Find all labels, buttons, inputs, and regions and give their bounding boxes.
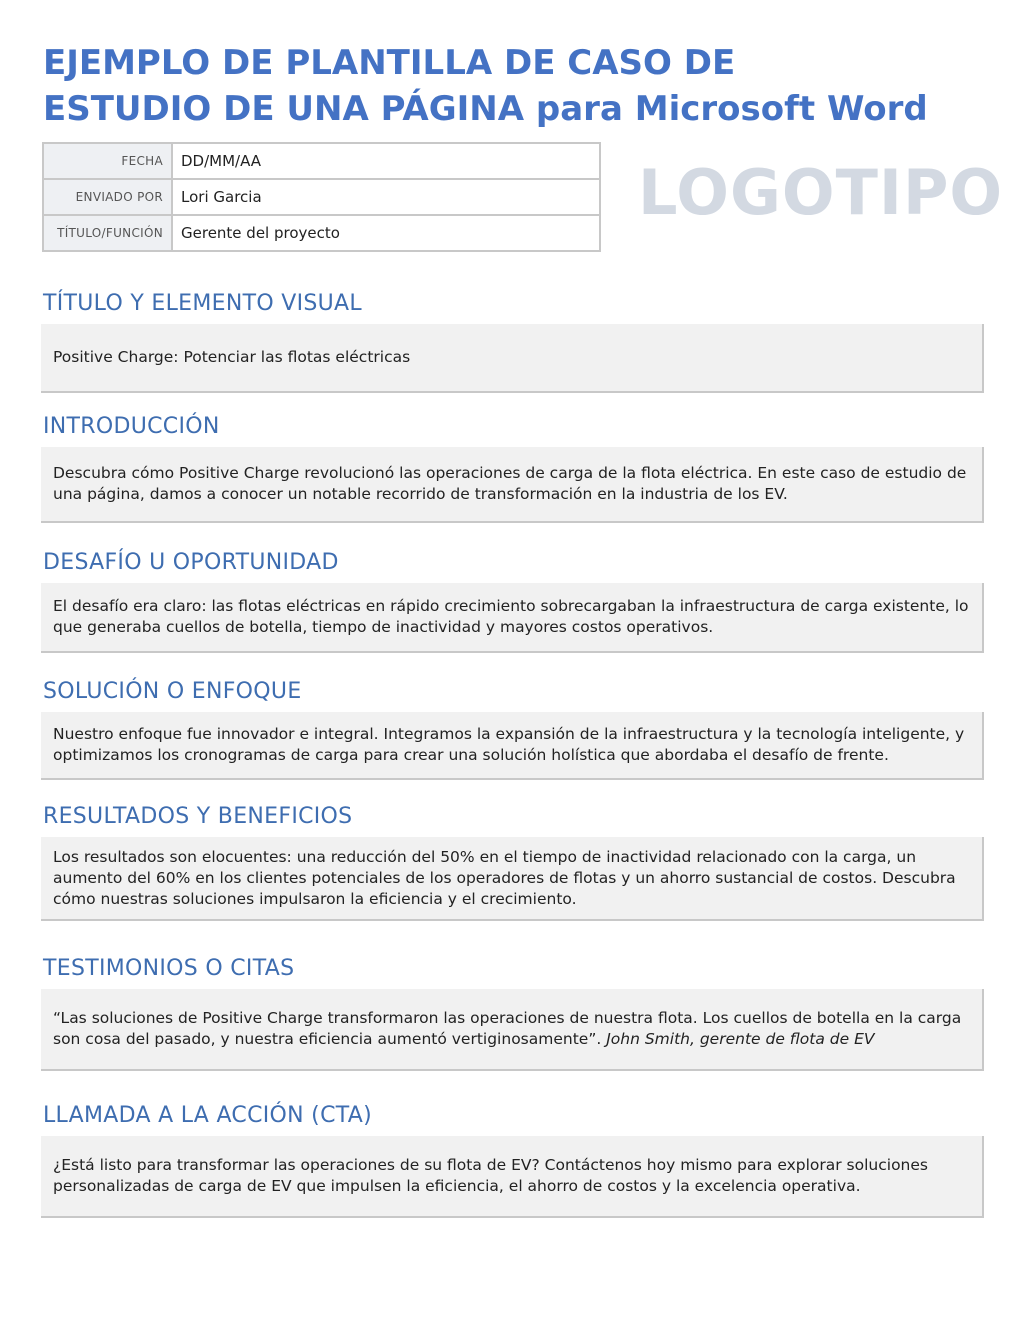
info-row-role xyxy=(43,215,600,251)
section-body-box[interactable] xyxy=(41,712,984,780)
section-body-box[interactable] xyxy=(41,324,984,393)
section-heading: TESTIMONIOS O CITAS xyxy=(43,956,295,981)
section-body-box[interactable] xyxy=(41,1136,984,1218)
section-cta xyxy=(41,1102,984,1218)
section-heading: DESAFÍO U OPORTUNIDAD xyxy=(43,550,339,575)
section-heading: INTRODUCCIÓN xyxy=(43,414,220,439)
role-value[interactable]: Gerente del proyecto xyxy=(172,215,600,251)
date-value[interactable]: DD/MM/AA xyxy=(172,143,600,179)
info-table xyxy=(42,142,601,252)
sender-value[interactable]: Lori Garcia xyxy=(172,179,600,215)
section-challenge xyxy=(41,549,984,653)
section-heading: TÍTULO Y ELEMENTO VISUAL xyxy=(43,291,362,316)
info-row-sender xyxy=(43,179,600,215)
section-body-box[interactable] xyxy=(41,837,984,921)
role-label: TÍTULO/FUNCIÓN xyxy=(43,215,172,251)
section-body-text: Los resultados son elocuentes: una reducción del 50% en el tiempo de inactividad relacionado con la carga, un aumento del 60% en los clientes potenciales de los operadores de flotas y un ahorro sustancial de costos. Descubra cómo nuestras soluciones impulsaron la eficiencia y el crecimiento. xyxy=(53,847,956,908)
section-body-text: ¿Está listo para transformar las operaciones de su flota de EV? Contáctenos hoy mismo para explorar soluciones personalizadas de carga de EV que impulsen la eficiencia, el ahorro de costos y la excelencia operativa. xyxy=(53,1156,928,1195)
section-heading: RESULTADOS Y BENEFICIOS xyxy=(43,804,353,829)
testimonial-author: John Smith, gerente de flota de EV xyxy=(606,1030,875,1048)
sender-label: ENVIADO POR xyxy=(43,179,172,215)
section-body-box[interactable] xyxy=(41,989,984,1071)
section-body-box[interactable] xyxy=(41,447,984,523)
section-body-text: Nuestro enfoque fue innovador e integral. Integramos la expansión de la infraestructura y la tecnología inteligente, y optimizamos los cronogramas de carga para crear una solución holística que abordaba el desafío de frente. xyxy=(53,725,965,764)
title-line-1: EJEMPLO DE PLANTILLA DE CASO DE xyxy=(43,43,736,83)
logo-placeholder: LOGOTIPO xyxy=(638,156,1004,229)
section-introduction xyxy=(41,413,984,523)
section-solution xyxy=(41,678,984,780)
section-results xyxy=(41,803,984,921)
section-body-box[interactable] xyxy=(41,583,984,653)
section-body-text xyxy=(53,1008,970,1050)
section-body-text: Descubra cómo Positive Charge revolucionó las operaciones de carga de la flota eléctrica. En este caso de estudio de una página, damos a conocer un notable recorrido de transformación en la industria de los EV. xyxy=(53,464,967,503)
section-body-text: Positive Charge: Potenciar las flotas eléctricas xyxy=(53,348,411,366)
date-label: FECHA xyxy=(43,143,172,179)
testimonial-quote: “Las soluciones de Positive Charge transformaron las operaciones de nuestra flota. Los cuellos de botella en la carga son cosa del pasado, y nuestra eficiencia aumentó vertiginosamente”. xyxy=(53,1009,962,1048)
section-heading: SOLUCIÓN O ENFOQUE xyxy=(43,679,302,704)
info-row-date xyxy=(43,143,600,179)
section-title-visual xyxy=(41,290,984,393)
section-body-text: El desafío era claro: las flotas eléctricas en rápido crecimiento sobrecargaban la infraestructura de carga existente, lo que generaba cuellos de botella, tiempo de inactividad y mayores costos operativos. xyxy=(53,597,969,636)
title-line-2: ESTUDIO DE UNA PÁGINA para Microsoft Word xyxy=(43,89,928,129)
section-testimonials xyxy=(41,955,984,1071)
document-title xyxy=(43,40,943,132)
section-heading: LLAMADA A LA ACCIÓN (CTA) xyxy=(43,1103,372,1128)
